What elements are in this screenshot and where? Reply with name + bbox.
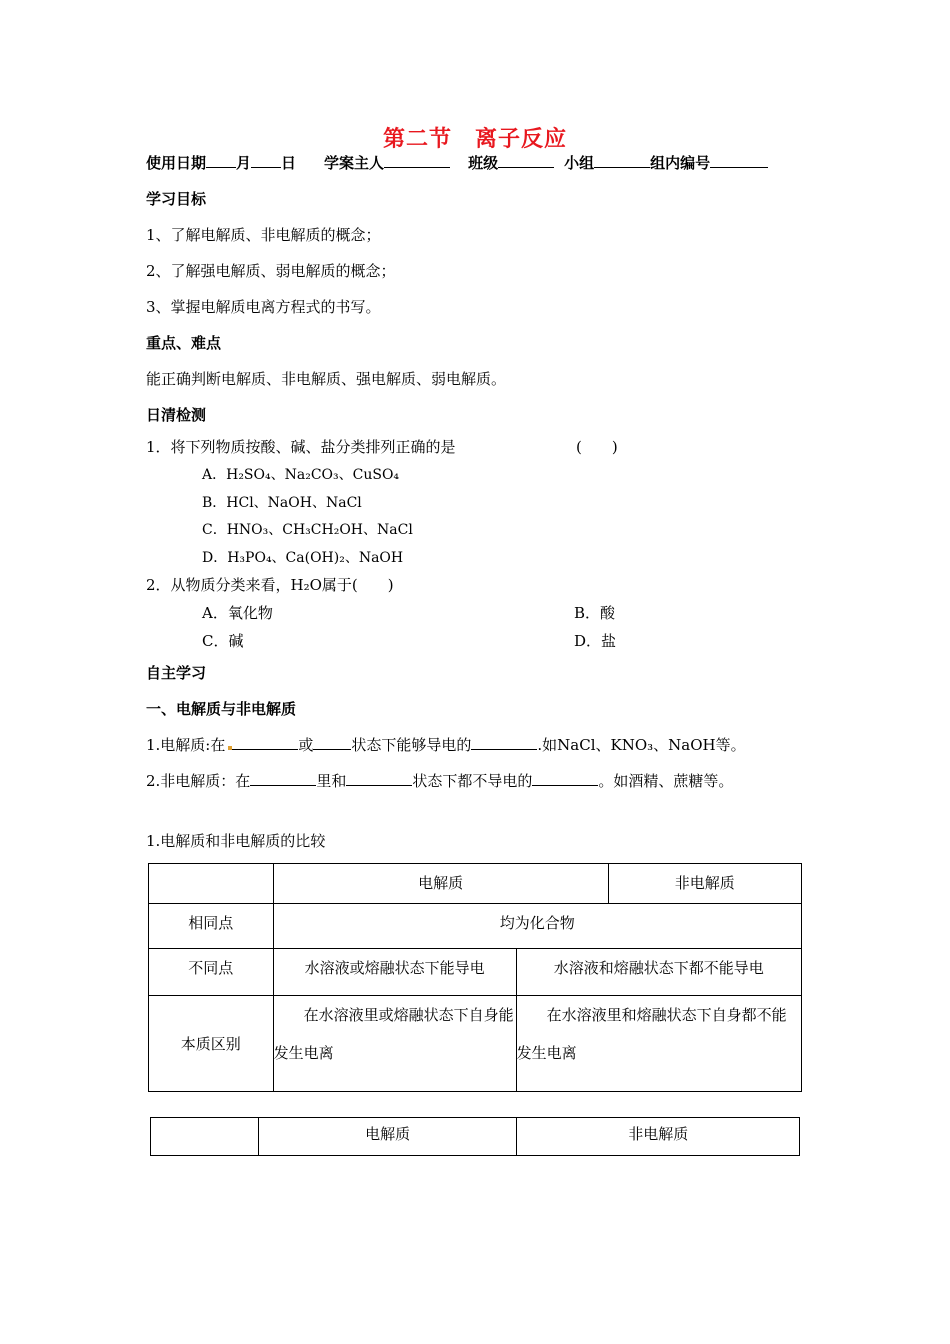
header-electrolyte: 电解质 [273, 864, 608, 904]
table-corner-cell [151, 1118, 259, 1156]
fill-blank[interactable] [471, 736, 537, 750]
question-1-option-d: D．H₃PO₄、Ca(OH)₂、NaOH [202, 550, 404, 566]
self-study-heading: 自主学习 [146, 664, 207, 682]
table-row [151, 1118, 800, 1156]
group-blank[interactable] [594, 153, 650, 168]
page-title: 第二节 离子反应 [382, 127, 567, 152]
table-corner-cell [149, 864, 274, 904]
question-2-option-c: C．碱 [202, 632, 244, 650]
question-2-option-b: B．酸 [574, 604, 616, 622]
month-label: 月 [236, 154, 252, 172]
question-1-option-c: C．HNO₃、CH₃CH₂OH、NaCl [202, 522, 413, 538]
goals-heading: 学习目标 [146, 190, 207, 208]
section-1-heading: 一、电解质与非电解质 [146, 700, 297, 718]
fill-blank[interactable] [532, 772, 598, 786]
def1-part4: .如NaCl、KNO₃、NaOH等。 [537, 736, 746, 754]
question-1-answer-paren[interactable]: ( ) [576, 438, 618, 456]
header-nonelectrolyte: 非电解质 [517, 1118, 800, 1156]
cell-essence-nonelectrolyte: 在水溶液里和熔融状态下自身都不能发生电离 [516, 996, 801, 1092]
header-nonelectrolyte: 非电解质 [608, 864, 801, 904]
goal-item: 1、了解电解质、非电解质的概念； [146, 226, 381, 244]
compare-title: 1.电解质和非电解质的比较 [146, 832, 326, 850]
fill-blank[interactable] [313, 736, 351, 750]
table-row [149, 996, 802, 1092]
header-electrolyte: 电解质 [258, 1118, 517, 1156]
day-label: 日 [281, 154, 297, 172]
def2-part3: 状态下都不导电的 [412, 772, 533, 790]
class-label: 班级 [468, 154, 499, 172]
daily-heading: 日清检测 [146, 406, 207, 424]
second-table [150, 1117, 800, 1156]
date-label: 使用日期 [146, 154, 207, 172]
row-label-essence: 本质区别 [149, 996, 274, 1092]
cell-diff-electrolyte: 水溶液或熔融状态下能导电 [273, 949, 516, 996]
question-2-stem: 2．从物质分类来看，H₂O属于( ) [146, 576, 394, 594]
key-heading: 重点、难点 [146, 334, 222, 352]
month-blank[interactable] [206, 153, 236, 168]
table-row [149, 864, 802, 904]
def2-part1: 2.非电解质：在 [146, 772, 251, 790]
row-label-same: 相同点 [149, 904, 274, 949]
cell-diff-nonelectrolyte: 水溶液和熔融状态下都不能导电 [516, 949, 801, 996]
table-row [149, 904, 802, 949]
fill-blank[interactable] [232, 736, 298, 750]
comparison-table [148, 863, 802, 1092]
goal-item: 3、掌握电解质电离方程式的书写。 [146, 298, 381, 316]
def1-part1: 1.电解质:在 [146, 736, 226, 754]
cell-essence-electrolyte: 在水溶液里或熔融状态下自身能发生电离 [273, 996, 516, 1092]
definition-nonelectrolyte [146, 770, 733, 791]
definition-electrolyte [146, 734, 746, 755]
question-2-option-d: D．盐 [574, 632, 617, 650]
day-blank[interactable] [251, 153, 281, 168]
question-2-option-a: A．氧化物 [202, 604, 273, 622]
def1-part2: 或 [298, 736, 314, 754]
question-1-option-a: A．H₂SO₄、Na₂CO₃、CuSO₄ [202, 467, 400, 483]
def2-part2: 里和 [316, 772, 347, 790]
number-blank[interactable] [710, 153, 768, 168]
number-label: 组内编号 [650, 154, 711, 172]
owner-label: 学案主人 [324, 154, 385, 172]
class-blank[interactable] [498, 153, 554, 168]
group-label: 小组 [564, 154, 595, 172]
fill-blank[interactable] [346, 772, 412, 786]
question-1-option-b: B．HCl、NaOH、NaCl [202, 495, 362, 511]
question-1-stem: 1．将下列物质按酸、碱、盐分类排列正确的是 [146, 438, 456, 456]
row-label-diff: 不同点 [149, 949, 274, 996]
goal-item: 2、了解强电解质、弱电解质的概念； [146, 262, 396, 280]
def2-part4: 。如酒精、蔗糖等。 [598, 772, 734, 790]
fill-blank[interactable] [250, 772, 316, 786]
cell-same-value: 均为化合物 [273, 904, 801, 949]
owner-blank[interactable] [384, 153, 450, 168]
info-line [146, 152, 768, 173]
key-text: 能正确判断电解质、非电解质、强电解质、弱电解质。 [146, 370, 507, 388]
def1-part3: 状态下能够导电的 [351, 736, 472, 754]
table-row [149, 949, 802, 996]
